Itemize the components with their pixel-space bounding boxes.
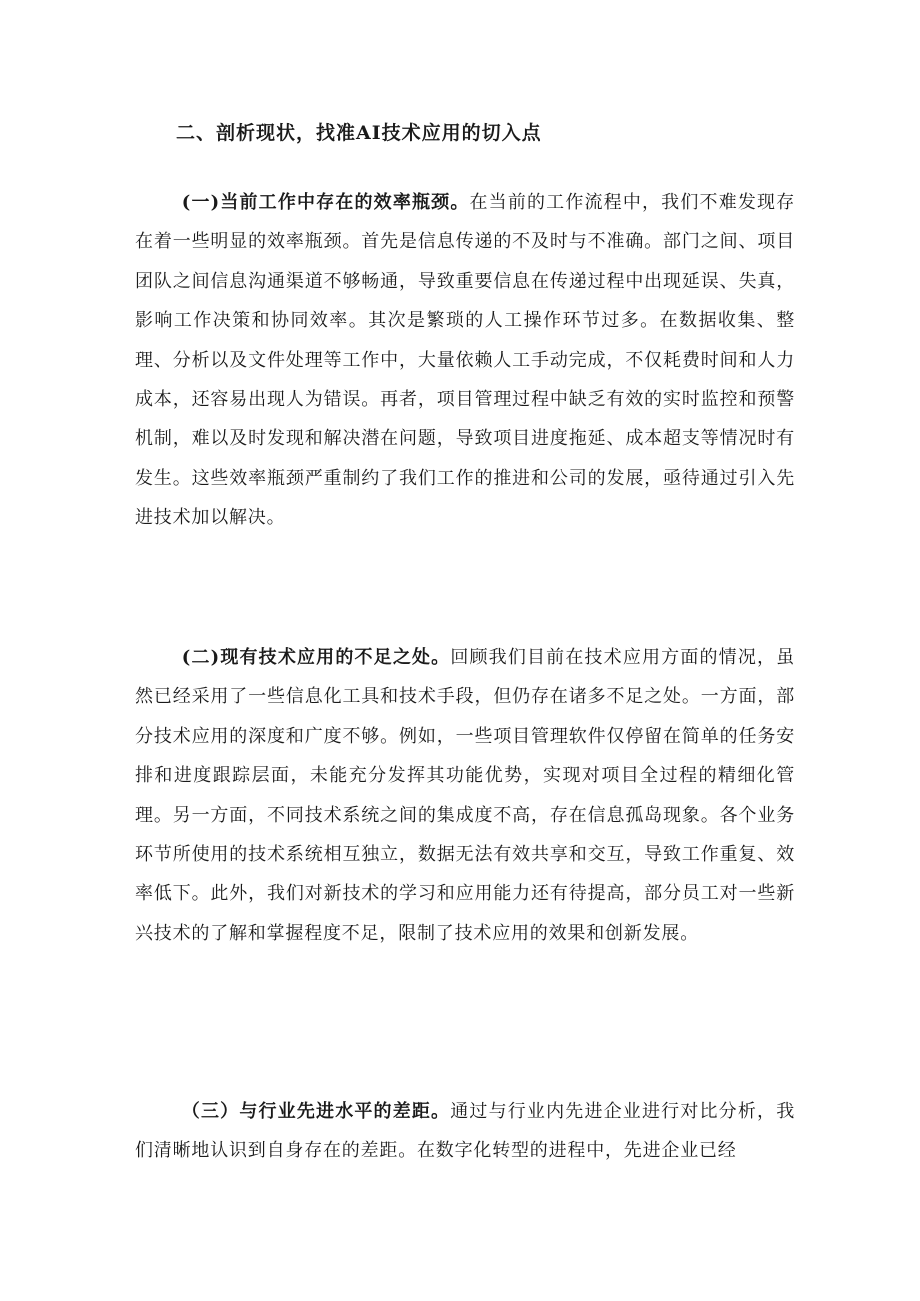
- paragraph-body: 回顾我们目前在技术应用方面的情况，虽然已经采用了一些信息化工具和技术手段，但仍存在诸多不足之处。一方面，部分技术应用的深度和广度不够。例如，一些项目管理软件仅停留在简单的任务安排和进度跟踪层面，未能充分发挥其功能优势，实现对项目全过程的精细化管理。另一方面，不同技术系统之间的集成度不高，存在信息孤岛现象。各个业务环节所使用的技术系统相互独立，数据无法有效共享和交互，导致工作重复、效率低下。此外，我们对新技术的学习和应用能力还有待提高，部分员工对一些新兴技术的了解和掌握程度不足，限制了技术应用的效果和创新发展。: [135, 647, 795, 944]
- paragraph-industry-gap: [135, 1092, 795, 1171]
- paragraph-lead: (一)当前工作中存在的效率瓶颈。: [181, 192, 470, 213]
- paragraph-body: 在当前的工作流程中，我们不难发现存在着一些明显的效率瓶颈。首先是信息传递的不及时与不准确。部门之间、项目团队之间信息沟通渠道不够畅通，导致重要信息在传递过程中出现延误、失真，影响工作决策和协同效率。其次是繁琐的人工操作环节过多。在数据收集、整理、分析以及文件处理等工作中，大量依赖人工手动完成，不仅耗费时间和人力成本，还容易出现人为错误。再者，项目管理过程中缺乏有效的实时监控和预警机制，难以及时发现和解决潜在问题，导致项目进度拖延、成本超支等情况时有发生。这些效率瓶颈严重制约了我们工作的推进和公司的发展，亟待通过引入先进技术加以解决。: [135, 192, 795, 529]
- paragraph-efficiency-bottleneck: [135, 183, 795, 538]
- section-heading: 二、剖析现状，找准AI技术应用的切入点: [176, 122, 542, 144]
- paragraph-lead: （三）与行业先进水平的差距。: [181, 1101, 451, 1122]
- paragraph-lead: (二)现有技术应用的不足之处。: [181, 647, 451, 668]
- paragraph-tech-shortcomings: [135, 638, 795, 953]
- paragraph-body: 通过与行业内先进企业进行对比分析，我们清晰地认识到自身存在的差距。在数字化转型的进程中，先进企业已经: [135, 1101, 795, 1162]
